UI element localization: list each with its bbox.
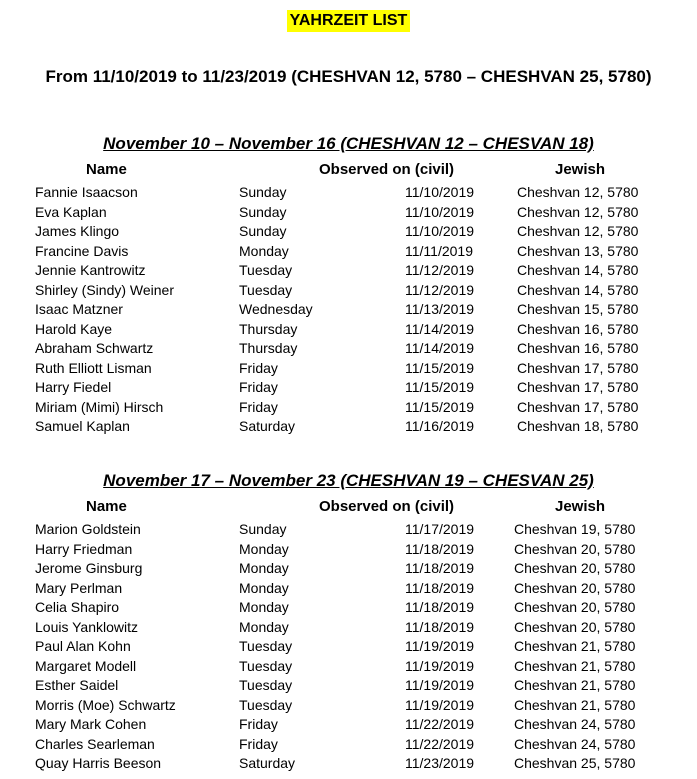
column-header-observed: Observed on (civil) (319, 161, 455, 178)
table-row (0, 321, 697, 341)
observed-date: 11/23/2019 (405, 755, 475, 771)
table-row (0, 301, 697, 321)
observed-date: 11/19/2019 (405, 638, 475, 654)
observed-weekday: Monday (239, 242, 289, 259)
yahrzeit-table (0, 184, 697, 438)
table-row (0, 204, 697, 224)
observed-weekday: Monday (239, 540, 289, 557)
jewish-date: Cheshvan 18, 5780 (517, 418, 639, 434)
person-name: Fannie Isaacson (35, 184, 138, 200)
person-name: Isaac Matzner (35, 301, 123, 317)
section-heading: November 17 – November 23 (CHESHVAN 19 – CHESVAN 25) (103, 471, 594, 490)
jewish-date: Cheshvan 21, 5780 (514, 677, 636, 693)
observed-weekday: Sunday (239, 184, 287, 200)
jewish-date: Cheshvan 14, 5780 (517, 262, 639, 278)
yahrzeit-table (0, 521, 697, 775)
table-row (0, 340, 697, 360)
jewish-date: Cheshvan 17, 5780 (517, 359, 639, 376)
jewish-date: Cheshvan 20, 5780 (514, 579, 636, 596)
column-header-jewish: Jewish (555, 161, 606, 178)
jewish-date: Cheshvan 21, 5780 (514, 638, 636, 654)
observed-date: 11/10/2019 (405, 184, 475, 200)
person-name: Quay Harris Beeson (35, 755, 162, 771)
jewish-date: Cheshvan 25, 5780 (514, 755, 636, 771)
table-row (0, 580, 697, 600)
observed-date: 11/15/2019 (405, 398, 475, 415)
table-row (0, 677, 697, 697)
observed-date: 11/18/2019 (405, 618, 475, 635)
person-name: James Klingo (35, 223, 120, 239)
jewish-date: Cheshvan 20, 5780 (514, 599, 636, 615)
observed-weekday: Tuesday (239, 262, 293, 278)
column-header-jewish: Jewish (555, 498, 606, 515)
observed-date: 11/17/2019 (405, 521, 475, 537)
person-name: Celia Shapiro (35, 599, 120, 615)
person-name: Eva Kaplan (35, 203, 107, 220)
table-row (0, 282, 697, 302)
jewish-date: Cheshvan 12, 5780 (517, 203, 639, 220)
person-name: Francine Davis (35, 242, 129, 259)
observed-weekday: Monday (239, 599, 289, 615)
observed-weekday: Friday (239, 379, 278, 395)
observed-date: 11/18/2019 (405, 579, 475, 596)
person-name: Mary Mark Cohen (35, 716, 147, 732)
person-name: Mary Perlman (35, 579, 123, 596)
table-row (0, 521, 697, 541)
observed-weekday: Wednesday (239, 301, 313, 317)
person-name: Marion Goldstein (35, 521, 141, 537)
observed-date: 11/18/2019 (405, 599, 475, 615)
observed-date: 11/22/2019 (405, 735, 475, 752)
column-header-name: Name (86, 498, 127, 515)
observed-date: 11/18/2019 (405, 560, 475, 576)
person-name: Louis Yanklowitz (35, 618, 138, 635)
observed-weekday: Tuesday (239, 657, 293, 674)
person-name: Jerome Ginsburg (35, 560, 143, 576)
person-name: Paul Alan Kohn (35, 638, 131, 654)
observed-weekday: Sunday (239, 521, 287, 537)
observed-weekday: Tuesday (239, 677, 293, 693)
observed-weekday: Tuesday (239, 281, 293, 298)
observed-weekday: Thursday (239, 320, 298, 337)
jewish-date: Cheshvan 15, 5780 (517, 301, 639, 317)
observed-date: 11/12/2019 (405, 281, 475, 298)
jewish-date: Cheshvan 17, 5780 (517, 398, 639, 415)
jewish-date: Cheshvan 21, 5780 (514, 696, 636, 713)
jewish-date: Cheshvan 14, 5780 (517, 281, 639, 298)
observed-weekday: Monday (239, 579, 289, 596)
person-name: Harry Friedman (35, 540, 133, 557)
table-row (0, 184, 697, 204)
jewish-date: Cheshvan 20, 5780 (514, 540, 636, 557)
column-header-name: Name (86, 161, 127, 178)
observed-weekday: Monday (239, 560, 289, 576)
jewish-date: Cheshvan 24, 5780 (514, 716, 636, 732)
table-row (0, 755, 697, 775)
jewish-date: Cheshvan 20, 5780 (514, 618, 636, 635)
date-range: From 11/10/2019 to 11/23/2019 (CHESHVAN 12, 5780 – CHESHVAN 25, 5780) (45, 67, 652, 86)
person-name: Morris (Moe) Schwartz (35, 696, 176, 713)
table-row (0, 379, 697, 399)
observed-weekday: Saturday (239, 755, 296, 771)
table-row (0, 736, 697, 756)
jewish-date: Cheshvan 19, 5780 (514, 521, 636, 537)
table-row (0, 541, 697, 561)
table-row (0, 560, 697, 580)
jewish-date: Cheshvan 12, 5780 (517, 223, 639, 239)
table-row (0, 599, 697, 619)
table-row (0, 716, 697, 736)
person-name: Abraham Schwartz (35, 340, 154, 356)
observed-date: 11/13/2019 (405, 301, 475, 317)
section-heading: November 10 – November 16 (CHESHVAN 12 – CHESVAN 18) (103, 134, 594, 153)
table-row (0, 697, 697, 717)
observed-date: 11/19/2019 (405, 657, 475, 674)
observed-date: 11/14/2019 (405, 320, 475, 337)
observed-weekday: Monday (239, 618, 289, 635)
jewish-date: Cheshvan 13, 5780 (517, 242, 639, 259)
observed-date: 11/16/2019 (405, 418, 475, 434)
observed-weekday: Tuesday (239, 696, 293, 713)
page-title: YAHRZEIT LIST (287, 10, 411, 32)
jewish-date: Cheshvan 21, 5780 (514, 657, 636, 674)
observed-weekday: Saturday (239, 418, 296, 434)
observed-weekday: Friday (239, 359, 278, 376)
observed-date: 11/19/2019 (405, 696, 475, 713)
observed-date: 11/12/2019 (405, 262, 475, 278)
observed-weekday: Friday (239, 398, 278, 415)
observed-weekday: Friday (239, 735, 278, 752)
person-name: Harold Kaye (35, 320, 113, 337)
observed-date: 11/10/2019 (405, 223, 475, 239)
table-row (0, 399, 697, 419)
column-header-observed: Observed on (civil) (319, 498, 455, 515)
jewish-date: Cheshvan 16, 5780 (517, 340, 639, 356)
table-row (0, 638, 697, 658)
jewish-date: Cheshvan 12, 5780 (517, 184, 639, 200)
observed-date: 11/11/2019 (405, 242, 473, 259)
observed-weekday: Thursday (239, 340, 298, 356)
observed-date: 11/15/2019 (405, 379, 475, 395)
observed-weekday: Friday (239, 716, 278, 732)
observed-date: 11/19/2019 (405, 677, 475, 693)
jewish-date: Cheshvan 24, 5780 (514, 735, 636, 752)
person-name: Margaret Modell (35, 657, 137, 674)
observed-weekday: Sunday (239, 223, 287, 239)
jewish-date: Cheshvan 16, 5780 (517, 320, 639, 337)
table-row (0, 658, 697, 678)
table-row (0, 619, 697, 639)
observed-date: 11/14/2019 (405, 340, 475, 356)
observed-date: 11/18/2019 (405, 540, 475, 557)
jewish-date: Cheshvan 20, 5780 (514, 560, 636, 576)
table-row (0, 262, 697, 282)
observed-weekday: Tuesday (239, 638, 293, 654)
person-name: Esther Saidel (35, 677, 119, 693)
table-row (0, 360, 697, 380)
observed-weekday: Sunday (239, 203, 287, 220)
person-name: Harry Fiedel (35, 379, 112, 395)
observed-date: 11/10/2019 (405, 203, 475, 220)
person-name: Jennie Kantrowitz (35, 262, 146, 278)
table-row (0, 223, 697, 243)
person-name: Miriam (Mimi) Hirsch (35, 398, 164, 415)
observed-date: 11/15/2019 (405, 359, 475, 376)
observed-date: 11/22/2019 (405, 716, 475, 732)
person-name: Charles Searleman (35, 735, 155, 752)
person-name: Shirley (Sindy) Weiner (35, 281, 175, 298)
title-container (0, 10, 697, 32)
table-row (0, 418, 697, 438)
table-row (0, 243, 697, 263)
jewish-date: Cheshvan 17, 5780 (517, 379, 639, 395)
person-name: Ruth Elliott Lisman (35, 359, 152, 376)
person-name: Samuel Kaplan (35, 418, 130, 434)
